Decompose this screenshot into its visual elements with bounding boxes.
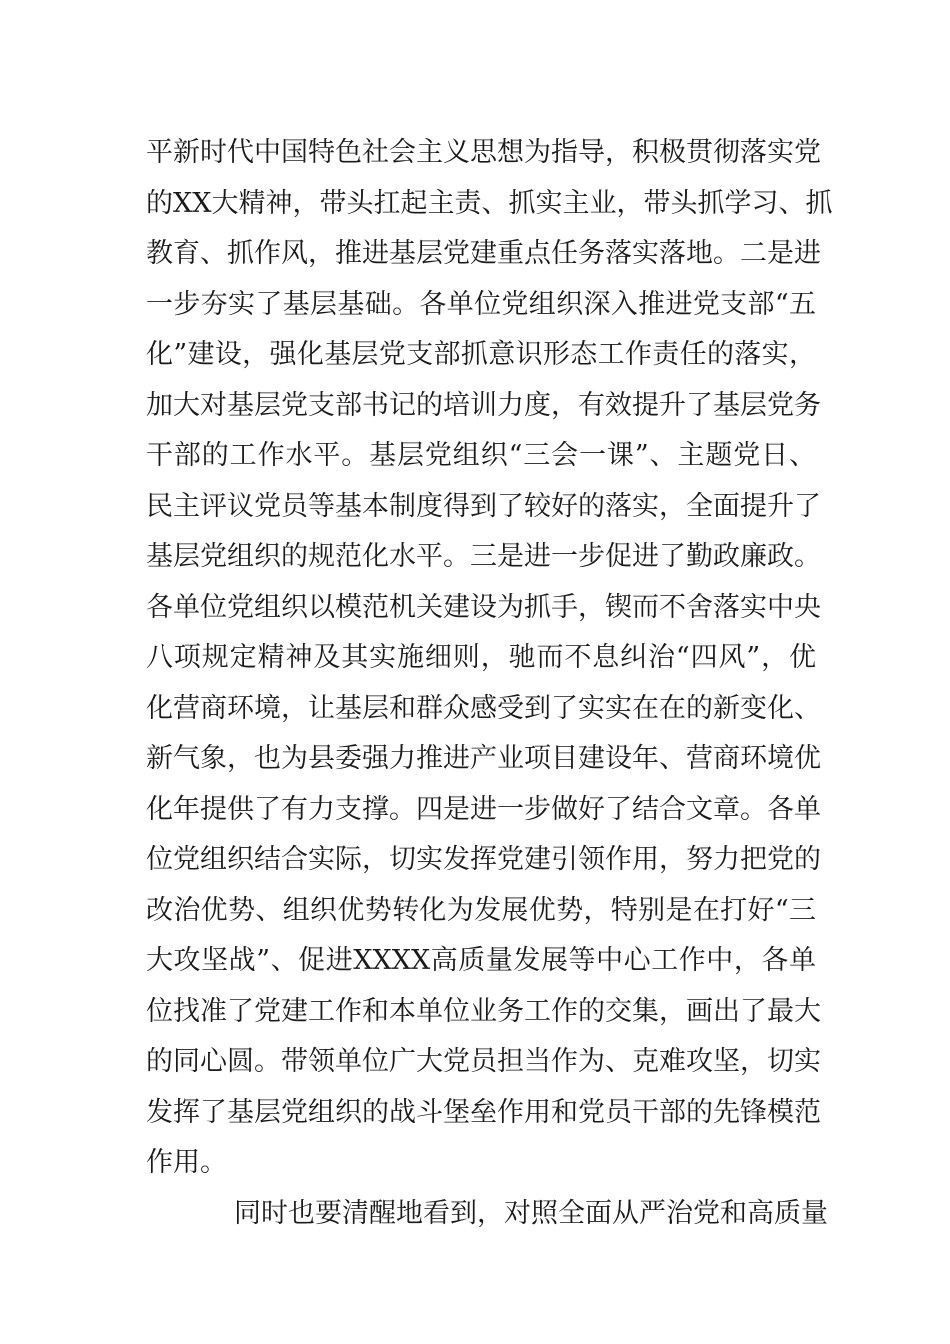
text-line: 加大对基层党支部书记的培训力度，有效提升了基层党务 (146, 389, 821, 421)
text-line: 改治优势、组织优势转化为发展优势，特别是在打好“三 (146, 894, 816, 926)
text-line: 新气象，也为县委强力推进产业项目建设年、营商环境优 (146, 743, 821, 774)
text-line: 教育、抓作风，推进基层党建重点任务落实落地。二是进 (146, 238, 821, 269)
text-line: 平新时代中国特色社会主义思想为指导，积极贯彻落实党 (146, 137, 821, 168)
text-line: 大攻坚战”、促进XXXX高质量发展等中心工作中，各单 (146, 945, 816, 976)
text-line: 基层党组织的规范化水平。三是进一步促进了勤政廉政。 (146, 541, 821, 572)
body-text (146, 128, 833, 1239)
text-line: 的XX大精神，带头扛起主责、抓实主业，带头抓学习、抓 (146, 187, 833, 219)
text-line: 化”建设，强化基层党支部抓意识形态工作责任的落实， (146, 339, 816, 370)
text-line: 位找准了党建工作和本单位业务工作的交集，画出了最大 (146, 995, 821, 1027)
text-line: 化年提供了有力支撑。四是进一步做好了结合文章。各单 (146, 793, 821, 825)
text-line: 位党组织结合实际，切实发挥党建引领作用，努力把党的 (146, 844, 821, 875)
text-line: 化营商环境，让基层和群众感受到了实实在在的新变化、 (146, 692, 821, 724)
text-line: 八项规定精神及其实施细则，驰而不息纠治“四风”，优 (146, 642, 816, 673)
text-line: 的同心圆。带领单位广大党员担当作为、克难攻坚，切实 (146, 1046, 821, 1077)
text-line: 一步夯实了基层基础。各单位党组织深入推进党支部“五 (146, 288, 816, 320)
text-line: 干部的工作水平。基层党组织“三会一课”、主题党日、 (146, 440, 816, 471)
text-line: 发挥了基层党组织的战斗堡垒作用和党员干部的先锋模范 (146, 1096, 821, 1128)
text-line: 作用。 (146, 1147, 227, 1178)
paragraph-start-line: 同时也要清醒地看到，对照全面从严治党和高质量 (234, 1197, 828, 1229)
text-line: 民主评议党员等基本制度得到了较好的落实，全面提升了 (146, 490, 821, 522)
text-line: 各单位党组织以模范机关建设为抓手，锲而不舍落实中央 (146, 591, 821, 623)
